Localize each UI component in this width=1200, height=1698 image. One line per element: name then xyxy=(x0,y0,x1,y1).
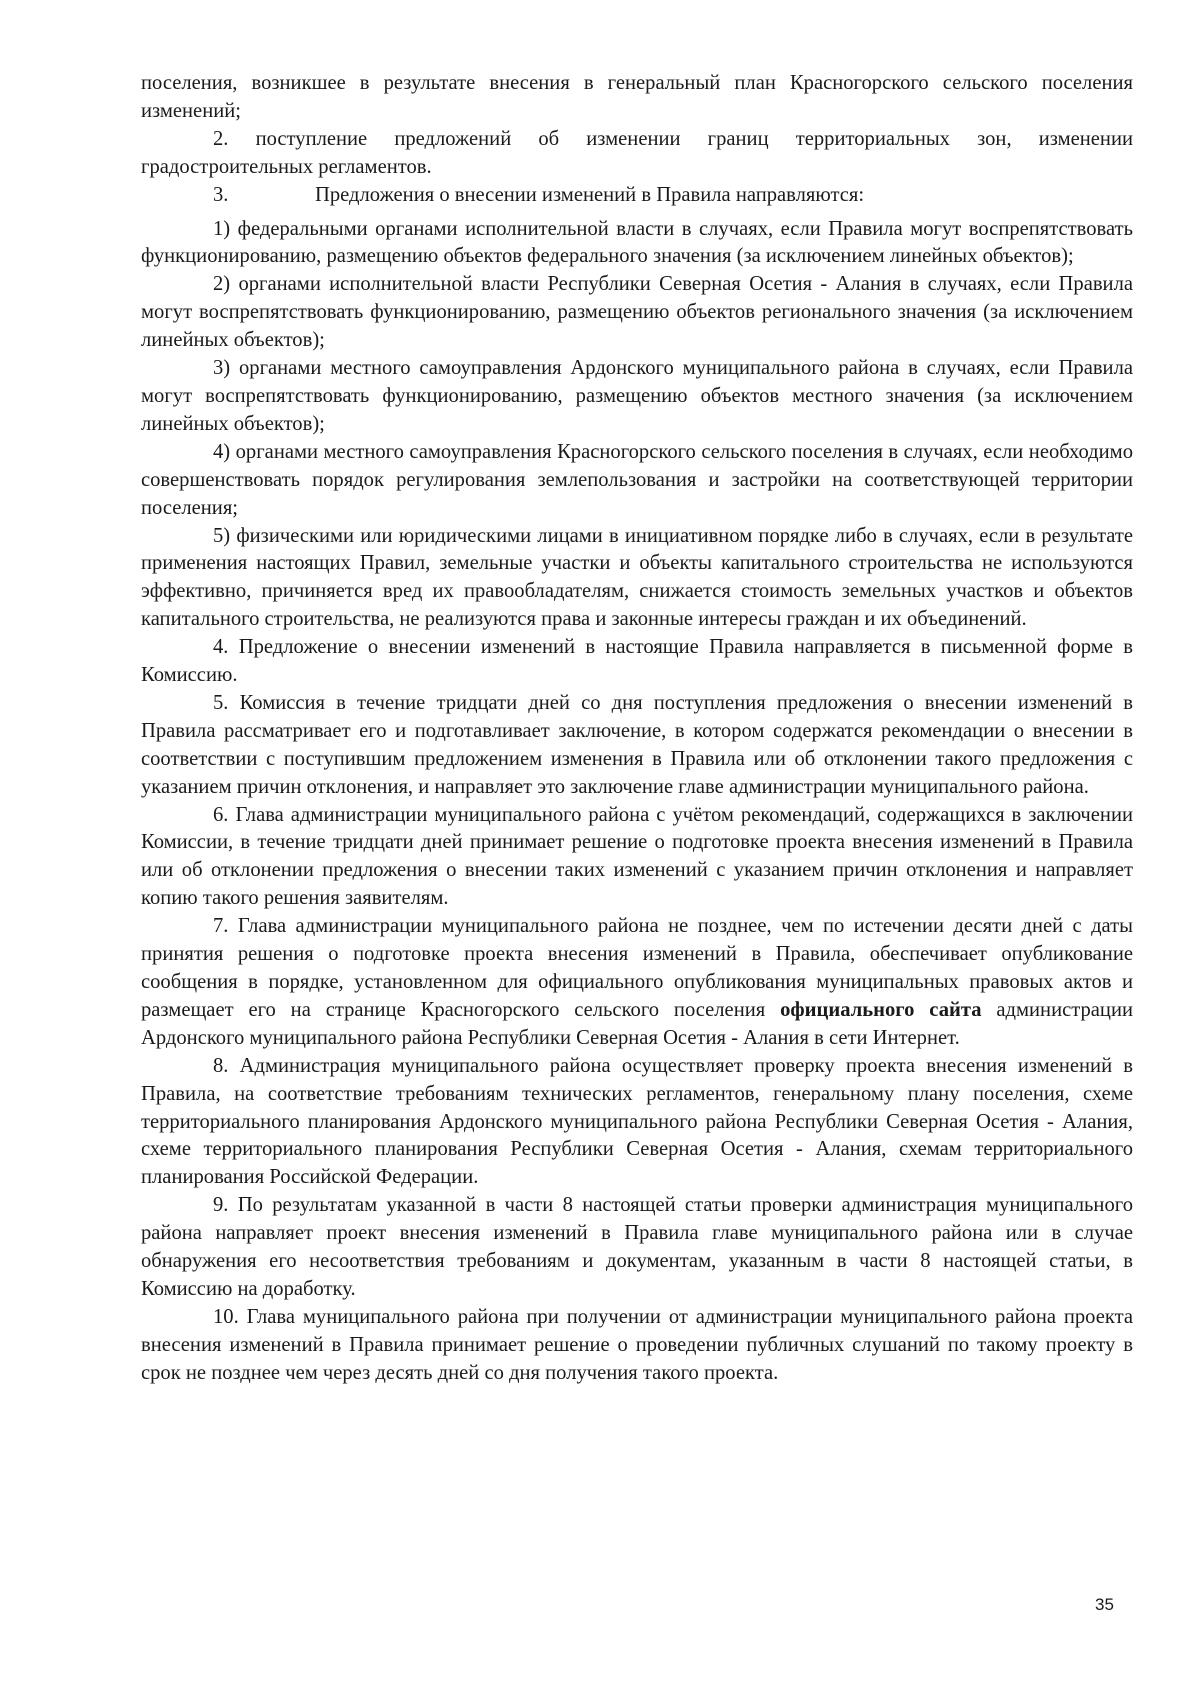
item-number: 3. xyxy=(213,183,229,206)
paragraph-item-7 xyxy=(141,913,1133,1053)
document-body xyxy=(141,70,1133,1388)
subitem-2: 2) органами исполнительной власти Республики Северная Осетия - Алания в случаях, если Правила могут воспрепятствовать функционированию, размещению объектов регионального значения (за исключением линейных объектов); xyxy=(141,273,1133,352)
subitem-5: 5) физическими или юридическими лицами в инициативном порядке либо в случаях, если в результате применения настоящих Правил, земельные участки и объекты капитального строительства не используются эффективно, причиняется вред их правообладателям, снижается стоимость земельных участков и объектов капитального строительства, не реализуются права и законные интересы граждан и их объединений. xyxy=(141,524,1133,631)
item-7-text-start: 7. Глава администрации муниципального района не позднее, чем по истечении десяти дней с даты принятия решения о подготовке проекта внесения изменений в Правила, обеспечивает опубликование сообщения в порядке, установленном для официального опубликования муниципальных правовых актов и размещает его на странице Красногорского сельского поселения xyxy=(141,915,1133,1021)
paragraph-item-8: 8. Администрация муниципального района осуществляет проверку проекта внесения изменений в Правила, на соответствие требованиям технических регламентов, генеральному плану поселения, схеме территориального планирования Ардонского муниципального района Республики Северная Осетия - Алания, схеме территориального планирования Республики Северная Осетия - Алания, схемам территориального планирования Российской Федерации. xyxy=(141,1054,1133,1189)
item-7-text-end: администрации Ардонского муниципального района Республики Северная Осетия - Алания в сети Интернет. xyxy=(141,998,1133,1049)
page-number: 35 xyxy=(1095,1595,1114,1614)
paragraph-item-6: 6. Глава администрации муниципального района с учётом рекомендаций, содержащихся в заключении Комиссии, в течение тридцати дней принимает решение о подготовке проекта внесения изменений в Правила или об отклонении предложения о внесении таких изменений с указанием причин отклонения и направляет копию такого решения заявителям. xyxy=(141,803,1133,910)
paragraph-item-3 xyxy=(141,182,1133,210)
paragraph-item-10: 10. Глава муниципального района при получении от администрации муниципального района проекта внесения изменений в Правила принимает решение о проведении публичных слушаний по такому проекту в срок не позднее чем через десять дней со дня получения такого проекта. xyxy=(141,1305,1133,1384)
item-text: Предложения о внесении изменений в Правила направляются: xyxy=(315,183,865,206)
paragraph-item-4: 4. Предложение о внесении изменений в настоящие Правила направляется в письменной форме в Комиссию. xyxy=(141,636,1133,687)
paragraph-item-9: 9. По результатам указанной в части 8 настоящей статьи проверки администрация муниципального района направляет проект внесения изменений в Правила главе муниципального района или в случае обнаружения его несоответствия требованиям и документам, указанным в части 8 настоящей статьи, в Комиссию на доработку. xyxy=(141,1194,1133,1300)
paragraph-item-5: 5. Комиссия в течение тридцати дней со дня поступления предложения о внесении изменений в Правила рассматривает его и подготавливает заключение, в котором содержатся рекомендации о внесении в соответствии с поступившим предложением изменения в Правила или об отклонении такого предложения с указанием причин отклонения, и направляет это заключение главе администрации муниципального района. xyxy=(141,691,1133,798)
subitem-3: 3) органами местного самоуправления Ардонского муниципального района в случаях, если Правила могут воспрепятствовать функционированию, размещению объектов местного значения (за исключением линейных объектов); xyxy=(141,357,1133,435)
paragraph-item-2: 2. поступление предложений об изменении границ территориальных зон, изменении градостроительных регламентов. xyxy=(141,127,1133,178)
item-7-bold-text: официального сайта xyxy=(780,998,982,1021)
subitem-4: 4) органами местного самоуправления Красногорского сельского поселения в случаях, если необходимо совершенствовать порядок регулирования землепользования и застройки на соответствующей территории поселения; xyxy=(141,440,1133,519)
subitem-1: 1) федеральными органами исполнительной власти в случаях, если Правила могут воспрепятствовать функционированию, размещению объектов федерального значения (за исключением линейных объектов); xyxy=(141,217,1133,268)
paragraph-continuation: поселения, возникшее в результате внесения в генеральный план Красногорского сельского поселения изменений; xyxy=(141,72,1133,122)
